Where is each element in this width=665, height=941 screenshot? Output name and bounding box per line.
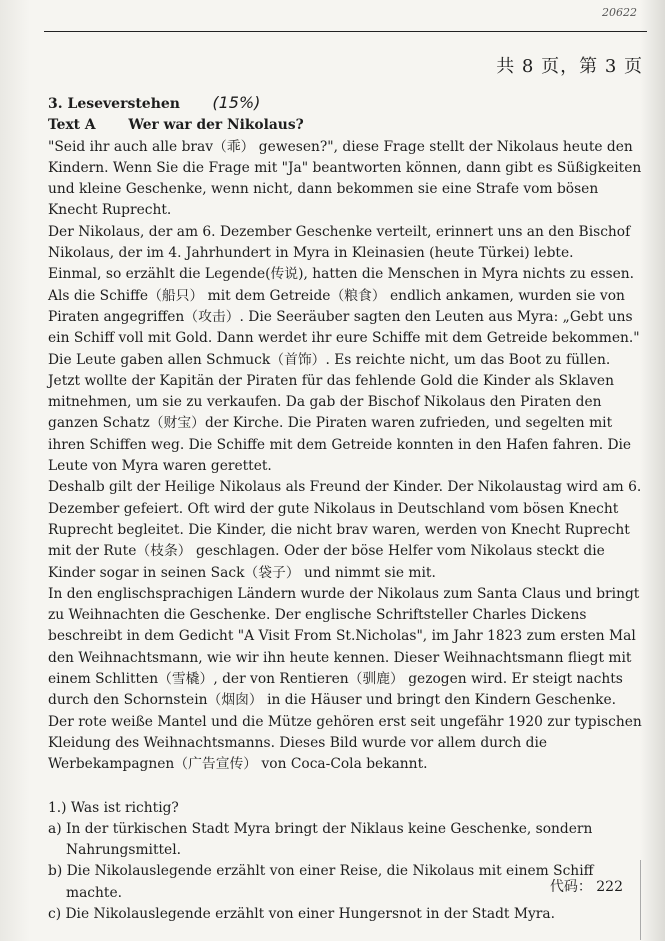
question-stem: 1.) Was ist richtig?	[48, 799, 179, 816]
score-note: (15%)	[212, 93, 261, 112]
question-block	[48, 798, 642, 926]
section-title: 3. Leseverstehen	[48, 96, 180, 112]
text-label: Text A	[48, 117, 96, 134]
text-title: Wer war der Nikolaus?	[128, 117, 304, 134]
answer-option-c[interactable]: c) Die Nikolauslegende erzählt von einer Hungersnot in der Stadt Myra.	[48, 905, 555, 922]
text-heading	[48, 115, 642, 136]
section-header	[48, 92, 642, 115]
paragraph: In den englischsprachigen Ländern wurde der Nikolaus zum Santa Claus und bringt zu Weihnachten die Geschenke. Der englische Schriftsteller Charles Dickens beschreibt in dem Gedicht "A Visit From St.Nicholas", im Jahr 1823 zum ersten Mal den Weihnachtsmann, wie wir ihn heute kennen. Dieser Weihnachtsmann fliegt mit einem Schlitten（雪橇）, der von Rentieren（驯鹿） gezogen wird. Er steigt nachts durch den Schornstein（烟囱） in die Häuser und bringt den Kindern Geschenke. Der rote weiße Mantel und die Mütze gehören erst seit ungefähr 1920 zur typischen Kleidung des Weihnachtsmanns. Dieses Bild wurde vor allem durch die Werbekampagnen（广告宣传） von Coca-Cola bekannt.	[48, 585, 642, 773]
page-count: 共 8 页，第 3 页	[496, 56, 643, 77]
page-edge-mark	[640, 860, 641, 940]
top-code: 20622	[602, 6, 637, 19]
paragraph: Der Nikolaus, der am 6. Dezember Geschenke verteilt, erinnert uns an den Bischof Nikolaus, der im 4. Jahrhundert in Myra in Kleinasien (heute Türkei) lebte.	[48, 223, 631, 262]
answer-option-a[interactable]: a) In der türkischen Stadt Myra bringt der Niklaus keine Geschenke, sondern Nahrungsmittel.	[48, 820, 593, 859]
answer-option-b[interactable]: b) Die Nikolauslegende erzählt von einer Reise, die Nikolaus mit einem Schiff machte.	[48, 863, 594, 901]
paragraph: Deshalb gilt der Heilige Nikolaus als Freund der Kinder. Der Nikolaustag wird am 6. Dezember gefeiert. Oft wird der gute Nikolaus in Deutschland vom bösen Knecht Ruprecht begleitet. Die Kinder, die nicht brav waren, werden von Knecht Ruprecht mit der Rute（枝条） geschlagen. Oder der böse Helfer vom Nikolaus steckt die Kinder sogar in seinen Sack（袋子） und nimmt sie mit.	[48, 479, 642, 581]
reading-section	[48, 92, 642, 925]
paragraph: "Seid ihr auch alle brav（乖） gewesen?", diese Frage stellt der Nikolaus heute den Kindern. Wenn Sie die Frage mit "Ja" beantworten können, dann gibt es Süßigkeiten und kleine Geschenke, wenn nicht, dann bekommen sie eine Strafe vom bösen Knecht Ruprecht.	[48, 138, 642, 219]
paragraph: Einmal, so erzählt die Legende(传说), hatten die Menschen in Myra nichts zu essen. Als die Schiffe（船只） mit dem Getreide（粮食） endlich ankamen, wurden sie von Piraten angegriffen（攻击）. Die Seeräuber sagten den Leuten aus Myra: „Gebt uns ein Schiff voll mit Gold. Dann werdet ihr eure Schiffe mit dem Getreide bekommen." Die Leute gaben allen Schmuck（首饰）. Es reichte nicht, um das Boot zu füllen. Jetzt wollte der Kapitän der Piraten für das fehlende Gold die Kinder als Sklaven mitnehmen, um sie zu verkaufen. Da gab der Bischof Nikolaus den Piraten den ganzen Schatz（财宝）der Kirche. Die Piraten waren zufrieden, und segelten mit ihren Schiffen weg. Die Schiffe mit dem Getreide konnten in den Hafen fahren. Die Leute von Myra waren gerettet.	[48, 266, 640, 475]
divider	[44, 31, 647, 32]
footer-code: 代码： 222	[549, 879, 623, 895]
